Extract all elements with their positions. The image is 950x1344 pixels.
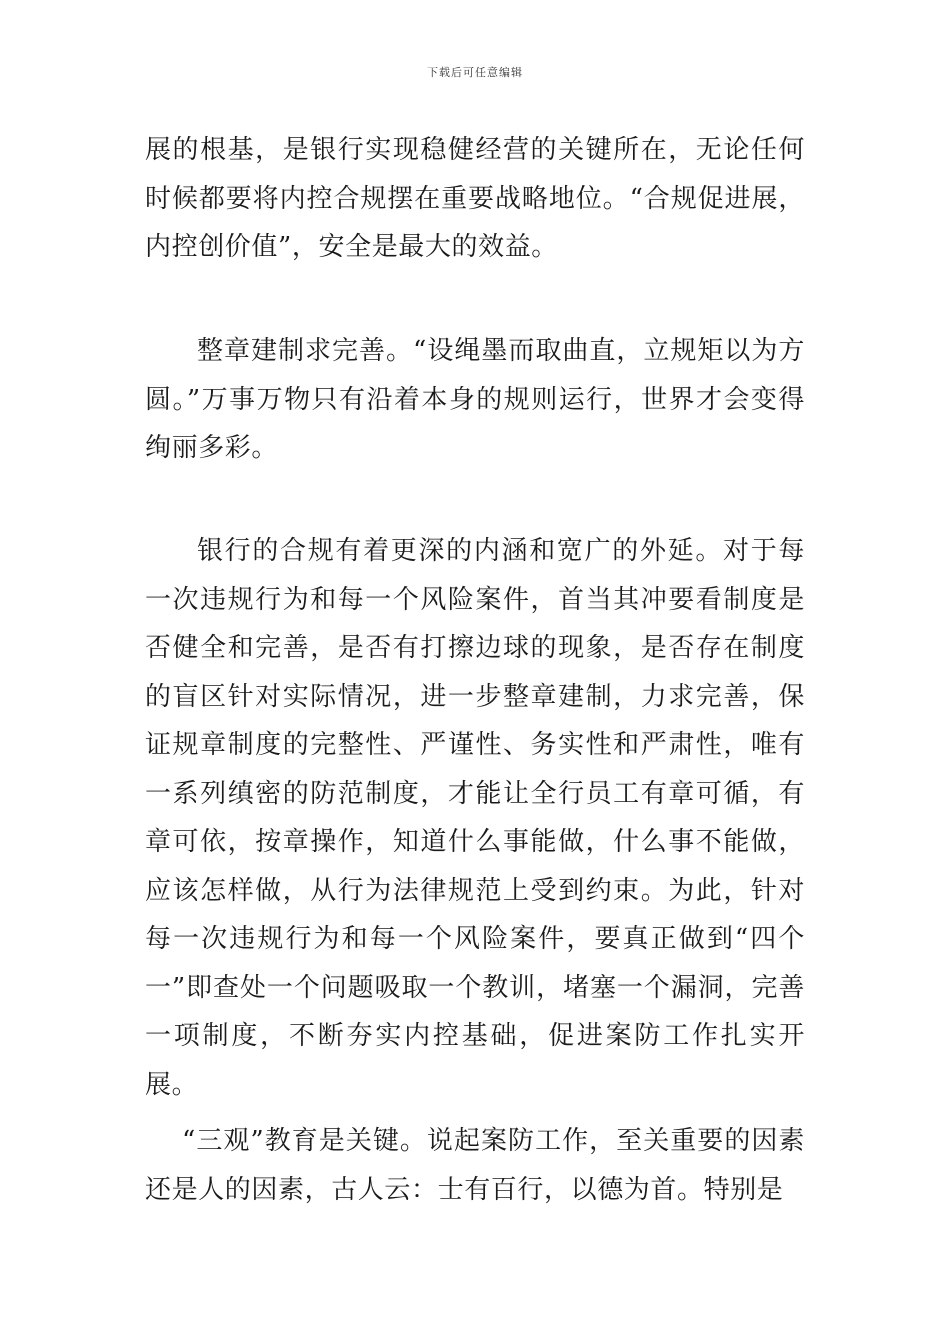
paragraph-4: “三观”教育是关键。说起案防工作，至关重要的因素还是人的因素，古人云：士有百行，以德为首。特别是 xyxy=(145,1126,805,1205)
paragraph-1: 展的根基，是银行实现稳健经营的关键所在，无论任何时候都要将内控合规摆在重要战略地位。“合规促进展，内控创价值”，安全是最大的效益。 xyxy=(145,135,805,262)
page-header-note: 下载后可任意编辑 xyxy=(427,66,523,79)
paragraph-2: 整章建制求完善。“设绳墨而取曲直，立规矩以为方圆。”万事万物只有沿着本身的规则运行，世界才会变得绚丽多彩。 xyxy=(145,336,805,463)
paragraph-3: 银行的合规有着更深的内涵和宽广的外延。对于每一次违规行为和每一个风险案件，首当其冲要看制度是否健全和完善，是否有打擦边球的现象，是否存在制度的盲区针对实际情况，进一步整章建制，力求完善，保证规章制度的完整性、严谨性、务实性和严肃性，唯有一系列缜密的防范制度，才能让全行员工有章可循，有章可依，按章操作，知道什么事能做，什么事不能做，应该怎样做，从行为法律规范上受到约束。为此，针对每一次违规行为和每一个风险案件，要真正做到“四个一”即查处一个问题吸取一个教训，堵塞一个漏洞，完善一项制度，不断夯实内控基础，促进案防工作扎实开展。 xyxy=(145,536,805,1100)
